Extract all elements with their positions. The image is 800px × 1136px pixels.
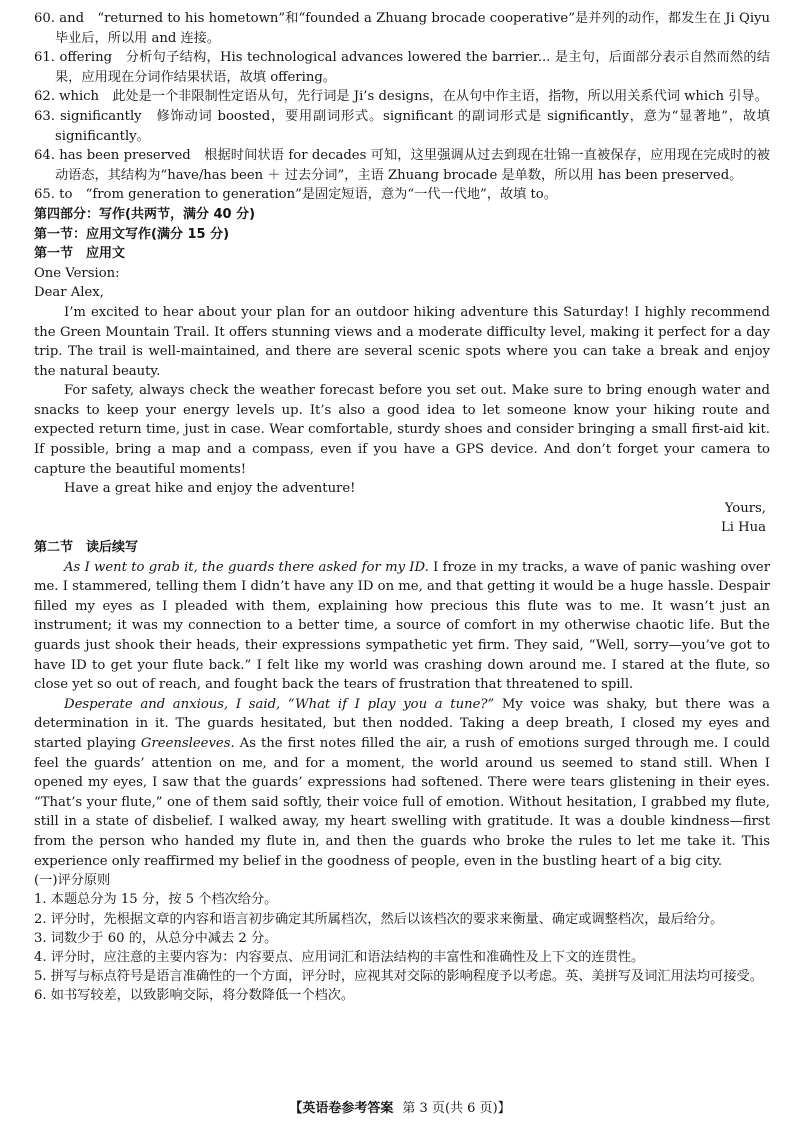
answer-64: 64. has been preserved 根据时间状语 for decades 可知，这里强调从过去到现在壮锦一直被保存，应用现在完成时的被动语态，其结构为“have/has been ＋ 过去分词”，主语 Zhuang brocade 是单数，所以用 has been preserved。 xyxy=(34,148,770,183)
letter-salutation: Dear Alex, xyxy=(34,285,104,301)
criteria-item: 6. 如书写较差，以致影响交际，将分数降低一个档次。 xyxy=(34,988,355,1004)
answer-61: 61. offering 分析句子结构，His technological advances lowered the barrier... 是主句，后面部分表示自然而然的结果，应用现在分词作结果状语，故填 offering。 xyxy=(34,50,770,85)
paragraph-lead-sentence: As I went to grab it, the guards there asked for my ID. xyxy=(64,559,429,575)
answer-63: 63. significantly 修饰动词 boosted，要用副词形式。significant 的副词形式是 significantly，意为“显著地”，故填 significantly。 xyxy=(34,108,770,144)
criteria-item: 2. 评分时，先根据文章的内容和语言初步确定其所属档次，然后以该档次的要求来衡量、确定或调整档次，最后给分。 xyxy=(34,911,724,927)
answer-62: 62. which 此处是一个非限制性定语从句，先行词是 Ji’s designs，在从句中作主语，指物，所以用关系代词 which 引导。 xyxy=(34,89,768,105)
part4-heading: 第四部分：写作(共两节，满分 40 分) xyxy=(34,206,256,222)
paragraph-body: My voice was shaky, but there was a determination in it. The guards hesitated, but then nodded. Taking a deep breath, I closed my eyes and started playing xyxy=(34,696,770,751)
continuation-paragraph xyxy=(34,695,770,871)
answer-explanations xyxy=(34,9,770,205)
section2-label: 第二节 读后续写 xyxy=(34,540,139,556)
criteria-heading: (一)评分原则 xyxy=(34,873,111,889)
criteria-item: 1. 本题总分为 15 分，按 5 个档次给分。 xyxy=(34,892,278,908)
section1-heading: 第一节：应用文写作(满分 15 分) xyxy=(34,226,230,242)
sample-letter xyxy=(34,264,770,538)
continuation-writing xyxy=(34,558,770,872)
paragraph-body: . As the first notes filled the air, a rush of emotions surged through me. I could feel the guards’ attention on me, and for a moment, the world around us seemed to stand still. When I opened my eyes, I saw that the guards’ expressions had softened. There were tears glistening in their eyes. “That’s your flute,” one of them said softly, their voice full of emotion. Without hesitation, I grabbed my flute, still in a state of disbelief. I walked away, my heart swelling with gratitude. It was a double kindness—first from the person who handed my flute in, and then the guards who broke the rules to let me take it. This experience only reaffirmed my belief in the goodness of people, even in the bustling heart of a big city. xyxy=(34,735,770,869)
continuation-paragraph xyxy=(34,558,770,695)
letter-signature: Li Hua xyxy=(720,520,766,536)
paragraph-body: I froze in my tracks, a wave of panic washing over me. I stammered, telling them I didn’t have any ID on me, and that getting it would be a huge hassle. Despair filled my eyes as I pleaded with them, explaining how precious this flute was to me. It wasn’t just an instrument; it was my connection to a better time, a source of comfort in my otherwise chaotic life. But the guards just shook their heads, their expressions sympathetic yet firm. They said, “Well, sorry—you’ve got to have ID to get your flute back.” I felt like my world was crashing down around me. I stared at the flute, so close yet so out of reach, and fought back the tears of frustration that threatened to spill. xyxy=(34,559,770,693)
letter-closing: Yours, xyxy=(724,500,766,516)
answer-65: 65. to “from generation to generation”是固定短语，意为“一代一代地”，故填 to。 xyxy=(34,187,557,203)
section1-label: 第一节 应用文 xyxy=(34,246,126,262)
letter-paragraph: Have a great hike and enjoy the adventure! xyxy=(64,481,356,497)
letter-paragraph: For safety, always check the weather forecast before you set out. Make sure to bring enough water and snacks to keep your energy levels up. It’s also a good idea to let someone know your hiking route and expected return time, just in case. Wear comfortable, sturdy shoes and consider bringing a small first-aid kit. If possible, bring a map and a compass, even if you have a GPS device. And don’t forget your camera to capture the beautiful moments! xyxy=(34,383,770,477)
paragraph-lead-sentence: Desperate and anxious, I said, “What if I play you a tune?” xyxy=(64,696,495,712)
scoring-criteria xyxy=(34,871,770,1005)
letter-version: One Version: xyxy=(34,265,120,281)
criteria-item: 5. 拼写与标点符号是语言准确性的一个方面，评分时，应视其对交际的影响程度予以考虑。英、美拼写及词汇用法均可接受。 xyxy=(34,969,763,985)
criteria-item: 3. 词数少于 60 的，从总分中减去 2 分。 xyxy=(34,930,278,946)
criteria-item: 4. 评分时，应注意的主要内容为：内容要点、应用词汇和语法结构的丰富性和准确性及上下文的连贯性。 xyxy=(34,949,645,965)
page-footer xyxy=(0,1099,800,1119)
answer-60: 60. and “returned to his hometown”和“founded a Zhuang brocade cooperative”是并列的动作，都发生在 Ji Qiyu 毕业后，所以用 and 连接。 xyxy=(34,11,770,46)
letter-paragraph: I’m excited to hear about your plan for an outdoor hiking adventure this Saturday! I highly recommend the Green Mountain Trail. It offers stunning views and a moderate difficulty level, making it perfect for a day trip. The trail is well-maintained, and there are several scenic spots where you can take a break and enjoy the natural beauty. xyxy=(34,304,770,379)
footer-title: 【英语卷参考答案 xyxy=(289,1101,394,1116)
song-title: Greensleeves xyxy=(140,735,231,751)
footer-page-number: 第 3 页(共 6 页)】 xyxy=(402,1101,511,1116)
